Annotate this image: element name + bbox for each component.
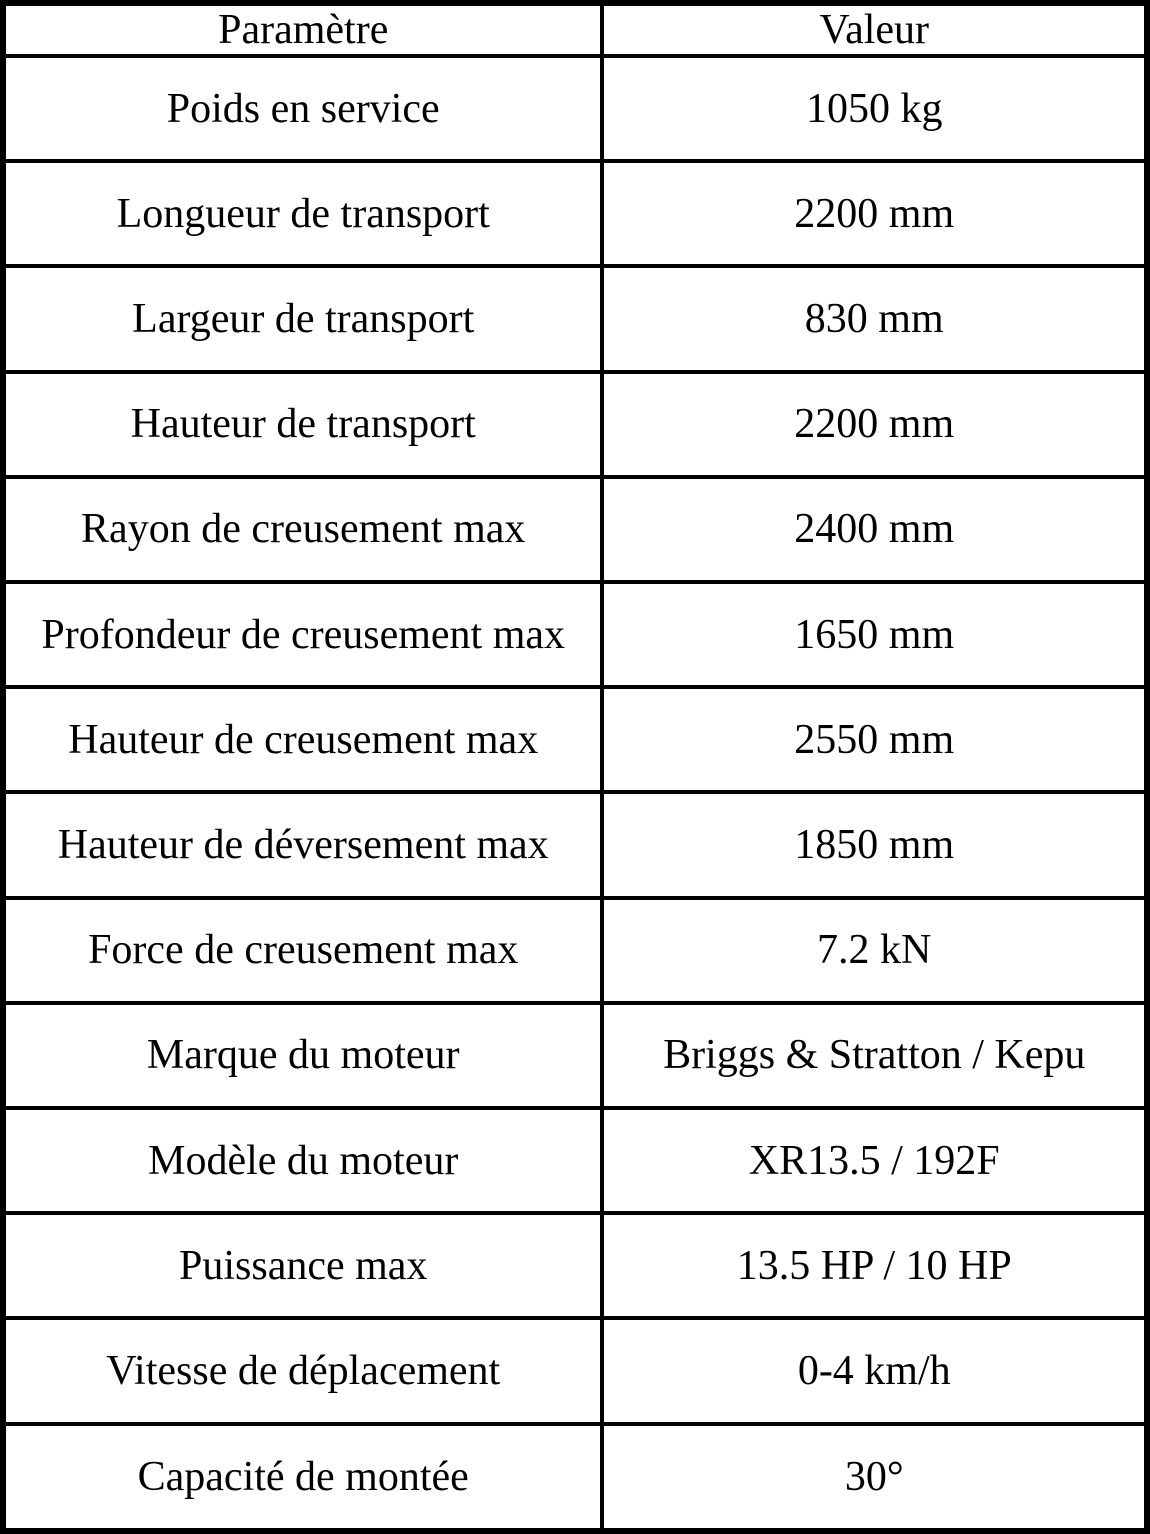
parameter-cell: Force de creusement max: [3, 898, 602, 1003]
value-cell: 7.2 kN: [602, 898, 1147, 1003]
table-row: [3, 56, 1147, 161]
value-cell: Briggs & Stratton / Kepu: [602, 1003, 1147, 1108]
table-row: [3, 582, 1147, 687]
parameter-cell: Largeur de transport: [3, 266, 602, 371]
spec-table-header: [3, 3, 1147, 56]
table-row: [3, 1213, 1147, 1318]
parameter-cell: Hauteur de creusement max: [3, 687, 602, 792]
value-cell: 2200 mm: [602, 161, 1147, 266]
parameter-cell: Profondeur de creusement max: [3, 582, 602, 687]
parameter-cell: Rayon de creusement max: [3, 477, 602, 582]
table-row: [3, 898, 1147, 1003]
value-cell: 2400 mm: [602, 477, 1147, 582]
table-row: [3, 1108, 1147, 1213]
parameter-cell: Hauteur de transport: [3, 372, 602, 477]
value-cell: 830 mm: [602, 266, 1147, 371]
value-cell: 2550 mm: [602, 687, 1147, 792]
table-row: [3, 687, 1147, 792]
table-row: [3, 477, 1147, 582]
parameter-cell: Modèle du moteur: [3, 1108, 602, 1213]
parameter-cell: Marque du moteur: [3, 1003, 602, 1108]
table-row: [3, 372, 1147, 477]
parameter-cell: Longueur de transport: [3, 161, 602, 266]
table-row: [3, 161, 1147, 266]
value-cell: 1650 mm: [602, 582, 1147, 687]
parameter-cell: Vitesse de déplacement: [3, 1318, 602, 1423]
value-cell: XR13.5 / 192F: [602, 1108, 1147, 1213]
header-row: [3, 3, 1147, 56]
value-cell: 30°: [602, 1424, 1147, 1531]
header-cell-value: Valeur: [602, 3, 1147, 56]
spec-table-body: [3, 56, 1147, 1531]
value-cell: 0-4 km/h: [602, 1318, 1147, 1423]
parameter-cell: Puissance max: [3, 1213, 602, 1318]
value-cell: 2200 mm: [602, 372, 1147, 477]
parameter-cell: Capacité de montée: [3, 1424, 602, 1531]
parameter-cell: Hauteur de déversement max: [3, 792, 602, 897]
parameter-cell: Poids en service: [3, 56, 602, 161]
header-cell-parameter: Paramètre: [3, 3, 602, 56]
value-cell: 1850 mm: [602, 792, 1147, 897]
table-row: [3, 1003, 1147, 1108]
table-row: [3, 266, 1147, 371]
value-cell: 13.5 HP / 10 HP: [602, 1213, 1147, 1318]
value-cell: 1050 kg: [602, 56, 1147, 161]
table-row: [3, 1424, 1147, 1531]
table-row: [3, 1318, 1147, 1423]
table-row: [3, 792, 1147, 897]
